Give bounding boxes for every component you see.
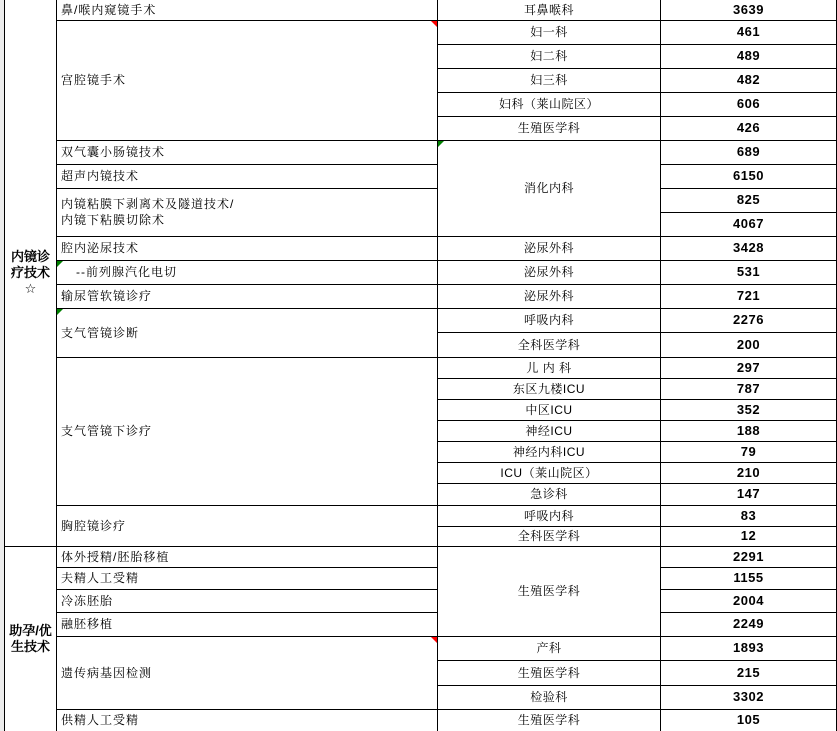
procedure-cell[interactable] xyxy=(57,20,438,140)
error-indicator[interactable] xyxy=(57,309,63,315)
table-row xyxy=(5,589,837,612)
procedure-cell[interactable]: 供精人工受精 xyxy=(57,709,438,731)
category-label: 助孕/优生技术 xyxy=(9,622,52,654)
procedure-cell[interactable] xyxy=(57,260,438,284)
count-cell[interactable]: 3639 xyxy=(661,0,837,20)
department-cell[interactable]: 急诊科 xyxy=(438,483,661,505)
count-cell[interactable]: 83 xyxy=(661,505,837,526)
count-cell[interactable]: 352 xyxy=(661,399,837,420)
count-cell[interactable]: 2004 xyxy=(661,589,837,612)
count-cell[interactable]: 200 xyxy=(661,332,837,357)
department-cell[interactable]: 妇二科 xyxy=(438,44,661,68)
count-cell[interactable]: 215 xyxy=(661,660,837,685)
procedure-text: 宫腔镜手术 xyxy=(61,73,127,87)
count-cell[interactable]: 79 xyxy=(661,441,837,462)
department-cell[interactable]: 妇一科 xyxy=(438,20,661,44)
department-cell[interactable]: 生殖医学科 xyxy=(438,709,661,731)
department-cell[interactable]: 全科医学科 xyxy=(438,332,661,357)
table-row xyxy=(5,140,837,164)
count-cell[interactable]: 531 xyxy=(661,260,837,284)
department-cell[interactable]: 中区ICU xyxy=(438,399,661,420)
table-row xyxy=(5,357,837,378)
table-row xyxy=(5,636,837,660)
procedure-cell[interactable] xyxy=(57,308,438,357)
table-row xyxy=(5,546,837,567)
department-cell[interactable]: 生殖医学科 xyxy=(438,660,661,685)
table-row xyxy=(5,188,837,212)
procedure-cell[interactable]: 胸腔镜诊疗 xyxy=(57,505,438,546)
procedure-cell[interactable]: 融胚移植 xyxy=(57,612,438,636)
table-row xyxy=(5,567,837,589)
department-cell[interactable]: 呼吸内科 xyxy=(438,505,661,526)
department-cell[interactable]: 泌尿外科 xyxy=(438,260,661,284)
count-cell[interactable]: 825 xyxy=(661,188,837,212)
procedure-text: --前列腺汽化电切 xyxy=(76,265,177,279)
department-text: 消化内科 xyxy=(523,181,574,195)
department-cell[interactable]: 耳鼻喉科 xyxy=(438,0,661,20)
procedure-cell[interactable]: 冷冻胚胎 xyxy=(57,589,438,612)
table-row xyxy=(5,505,837,526)
table-row xyxy=(5,20,837,44)
count-cell[interactable]: 606 xyxy=(661,92,837,116)
count-cell[interactable]: 3428 xyxy=(661,236,837,260)
procedure-text: 支气管镜诊断 xyxy=(61,325,140,340)
procedure-cell[interactable]: 腔内泌尿技术 xyxy=(57,236,438,260)
procedure-cell[interactable] xyxy=(57,636,438,709)
table-row xyxy=(5,709,837,731)
department-cell[interactable]: 生殖医学科 xyxy=(438,116,661,140)
procedure-cell[interactable]: 支气管镜下诊疗 xyxy=(57,357,438,505)
count-cell[interactable]: 188 xyxy=(661,420,837,441)
count-cell[interactable]: 482 xyxy=(661,68,837,92)
count-cell[interactable]: 1893 xyxy=(661,636,837,660)
department-cell[interactable]: 全科医学科 xyxy=(438,526,661,546)
comment-indicator[interactable] xyxy=(431,637,437,643)
procedure-cell[interactable]: 夫精人工受精 xyxy=(57,567,438,589)
count-cell[interactable]: 461 xyxy=(661,20,837,44)
count-cell[interactable]: 105 xyxy=(661,709,837,731)
comment-indicator[interactable] xyxy=(431,21,437,27)
count-cell[interactable]: 210 xyxy=(661,462,837,483)
department-cell[interactable]: 产科 xyxy=(438,636,661,660)
department-cell[interactable]: 神经ICU xyxy=(438,420,661,441)
procedure-cell[interactable]: 输尿管软镜诊疗 xyxy=(57,284,438,308)
procedure-cell[interactable]: 体外授精/胚胎移植 xyxy=(57,546,438,567)
department-cell[interactable]: 泌尿外科 xyxy=(438,236,661,260)
count-cell[interactable]: 689 xyxy=(661,140,837,164)
table-row xyxy=(5,164,837,188)
procedure-cell[interactable]: 双气囊小肠镜技术 xyxy=(57,140,438,164)
table-row xyxy=(5,284,837,308)
statistics-table xyxy=(4,0,837,731)
department-cell[interactable]: 检验科 xyxy=(438,685,661,709)
department-cell[interactable]: 生殖医学科 xyxy=(438,546,661,636)
count-cell[interactable]: 489 xyxy=(661,44,837,68)
count-cell[interactable]: 2276 xyxy=(661,308,837,332)
table-row xyxy=(5,236,837,260)
department-cell[interactable]: 东区九楼ICU xyxy=(438,378,661,399)
department-cell[interactable]: 泌尿外科 xyxy=(438,284,661,308)
count-cell[interactable]: 2249 xyxy=(661,612,837,636)
count-cell[interactable]: 2291 xyxy=(661,546,837,567)
procedure-cell[interactable]: 鼻/喉内窥镜手术 xyxy=(57,0,438,20)
count-cell[interactable]: 297 xyxy=(661,357,837,378)
category-cell[interactable] xyxy=(5,0,57,546)
department-cell[interactable]: 儿 内 科 xyxy=(438,357,661,378)
department-cell[interactable] xyxy=(438,140,661,236)
department-cell[interactable]: 妇三科 xyxy=(438,68,661,92)
error-indicator[interactable] xyxy=(57,261,63,267)
procedure-cell[interactable]: 内镜粘膜下剥离术及隧道技术/ 内镜下粘膜切除术 xyxy=(57,188,438,236)
count-cell[interactable]: 426 xyxy=(661,116,837,140)
procedure-text: 遗传病基因检测 xyxy=(61,665,153,680)
department-cell[interactable]: 呼吸内科 xyxy=(438,308,661,332)
department-cell[interactable]: ICU（莱山院区） xyxy=(438,462,661,483)
count-cell[interactable]: 147 xyxy=(661,483,837,505)
table-row xyxy=(5,0,837,20)
table-row xyxy=(5,260,837,284)
department-cell[interactable]: 神经内科ICU xyxy=(438,441,661,462)
count-cell[interactable]: 721 xyxy=(661,284,837,308)
count-cell[interactable]: 787 xyxy=(661,378,837,399)
count-cell[interactable]: 12 xyxy=(661,526,837,546)
category-label: 内镜诊疗技术☆ xyxy=(10,248,50,296)
count-cell[interactable]: 6150 xyxy=(661,164,837,188)
table-row xyxy=(5,308,837,332)
procedure-cell[interactable]: 超声内镜技术 xyxy=(57,164,438,188)
department-cell[interactable]: 妇科（莱山院区） xyxy=(438,92,661,116)
error-indicator[interactable] xyxy=(438,141,444,147)
count-cell[interactable]: 4067 xyxy=(661,212,837,236)
category-cell[interactable] xyxy=(5,546,57,731)
count-cell[interactable]: 1155 xyxy=(661,567,837,589)
count-cell[interactable]: 3302 xyxy=(661,685,837,709)
table-row xyxy=(5,612,837,636)
